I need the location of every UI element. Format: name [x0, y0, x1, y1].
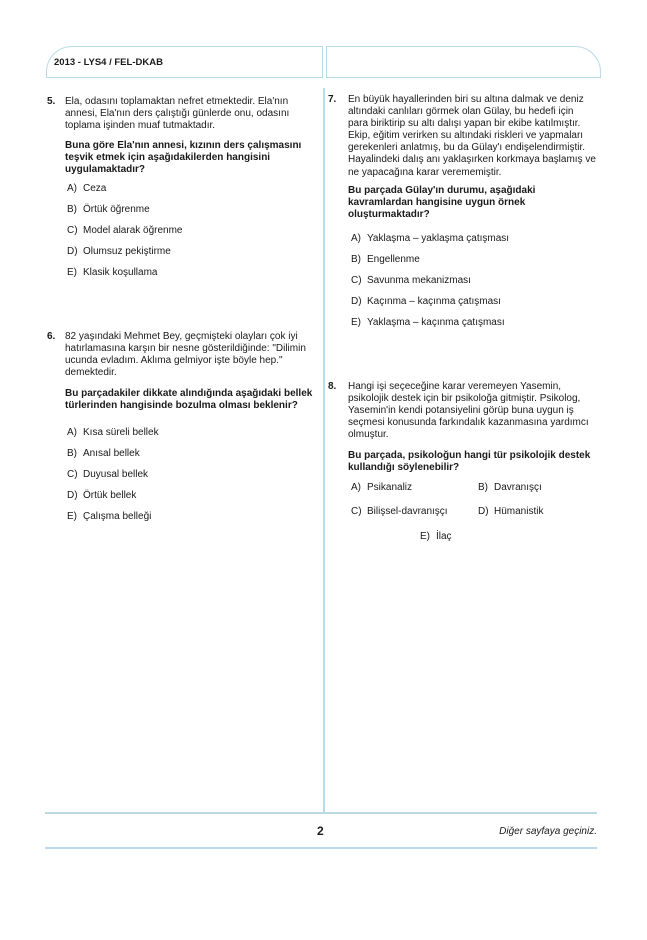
option-text: Örtük bellek	[83, 490, 137, 501]
answer-option-d[interactable]	[67, 490, 136, 501]
option-letter: E)	[67, 267, 77, 278]
answer-option-e[interactable]	[351, 317, 505, 328]
option-letter: A)	[351, 482, 361, 493]
option-letter: E)	[351, 317, 361, 328]
question-prompt-line: Bu parçada Gülay'ın durumu, aşağıdaki	[348, 185, 536, 196]
option-letter: E)	[420, 531, 430, 542]
question-stem	[348, 381, 589, 441]
answer-option-c[interactable]	[351, 506, 448, 517]
option-letter: C)	[67, 469, 78, 480]
question-stem-line: olmuştur.	[348, 429, 389, 441]
question-stem-line: ucunda evladım. Aklıma gelmiyor işte böyle hep."	[65, 355, 283, 367]
question-stem-line: demektedir.	[65, 367, 117, 379]
option-letter: E)	[67, 511, 77, 522]
answer-option-b[interactable]	[67, 448, 140, 459]
answer-option-c[interactable]	[351, 275, 471, 286]
question-stem-line: psikolojik destek için bir psikoloğa gitmiştir. Psikolog,	[348, 393, 581, 405]
question-stem-line: En büyük hayallerinden biri su altına dalmak ve deniz	[348, 94, 584, 105]
question-stem-line: Hayalindeki dalış anı yaklaşırken korkmaya başlamış ve	[348, 154, 596, 166]
question-number: 6.	[47, 331, 56, 342]
answer-option-a[interactable]	[67, 183, 106, 194]
question-stem	[65, 96, 289, 132]
question-prompt-line: Buna göre Ela'nın annesi, kızının ders çalışmasını	[65, 140, 302, 151]
option-letter: D)	[351, 296, 362, 307]
option-text: Davranışçı	[494, 482, 542, 493]
option-letter: A)	[351, 233, 361, 244]
option-letter: A)	[67, 427, 77, 438]
question-stem-line: para biriktirip su altı dalışı yapan bir ekibe katılmıştır.	[348, 118, 581, 130]
option-text: Hümanistik	[494, 506, 544, 517]
question-prompt-line: Bu parçadakiler dikkate alındığında aşağıdaki bellek	[65, 388, 313, 399]
option-text: Psikanaliz	[367, 482, 413, 493]
option-letter: C)	[67, 225, 78, 236]
question-stem	[348, 94, 596, 179]
answer-option-b[interactable]	[478, 482, 542, 493]
question-stem-line: toplama işinden muaf tutmaktadır.	[65, 120, 216, 132]
question-prompt-line: oluşturmaktadır?	[348, 209, 430, 221]
option-letter: A)	[67, 183, 77, 194]
question-prompt	[65, 140, 301, 176]
question-prompt-line: türlerinden hangisinde bozulma olması beklenir?	[65, 400, 298, 412]
answer-option-d[interactable]	[478, 506, 543, 517]
question-stem-line: seçmesi konusunda farkındalık kazanmasına yardımcı	[348, 417, 589, 429]
option-text: Yaklaşma – kaçınma çatışması	[367, 317, 505, 328]
question-stem-line: annesi, Ela'nın ders çalıştığı günlerde onu, odasını	[65, 108, 290, 120]
question-prompt	[348, 185, 535, 221]
option-text: Kısa süreli bellek	[83, 427, 159, 438]
option-text: Savunma mekanizması	[367, 275, 471, 286]
option-text: Çalışma belleği	[83, 511, 152, 522]
question-stem-line: hatırlamasına karşın bir nesne gösterildiğinde: "Dilimin	[65, 343, 306, 355]
question-number: 5.	[47, 96, 56, 107]
question-prompt-line: teşvik etmek için aşağıdakilerden hangisini	[65, 152, 271, 164]
option-text: Model alarak öğrenme	[83, 225, 183, 236]
answer-option-a[interactable]	[67, 427, 159, 438]
page-number: 2	[317, 824, 324, 838]
answer-option-e[interactable]	[67, 511, 151, 522]
column-divider	[323, 88, 325, 812]
option-text: Ceza	[83, 183, 107, 194]
option-letter: D)	[67, 246, 78, 257]
question-stem-line: Ekip, eğitim verirken su altındaki riskleri ve yapmaları	[348, 130, 584, 142]
answer-option-d[interactable]	[351, 296, 501, 307]
option-letter: B)	[478, 482, 488, 493]
option-text: Örtük öğrenme	[83, 204, 150, 215]
exam-title: 2013 - LYS4 / FEL-DKAB	[54, 57, 163, 68]
option-text: Olumsuz pekiştirme	[83, 246, 171, 257]
answer-option-c[interactable]	[67, 469, 148, 480]
header-box-right	[326, 46, 601, 78]
answer-option-c[interactable]	[67, 225, 183, 236]
question-prompt-line: kavramlardan hangisine uygun örnek	[348, 197, 526, 209]
option-letter: B)	[67, 204, 77, 215]
option-text: Yaklaşma – yaklaşma çatışması	[367, 233, 510, 244]
answer-option-b[interactable]	[351, 254, 420, 265]
answer-option-e[interactable]	[67, 267, 157, 278]
option-letter: C)	[351, 506, 362, 517]
option-text: Klasik koşullama	[83, 267, 158, 278]
option-letter: B)	[67, 448, 77, 459]
question-prompt-line: uygulamaktadır?	[65, 164, 146, 176]
question-stem-line: gerekenleri anlatmış, bu da Gülay'ı endişelendirmiştir.	[348, 142, 586, 154]
question-stem-line: 82 yaşındaki Mehmet Bey, geçmişteki olayları çok iyi	[65, 331, 298, 342]
next-page-note: Diğer sayfaya geçiniz.	[499, 826, 597, 837]
option-text: Anısal bellek	[83, 448, 140, 459]
option-text: Duyusal bellek	[83, 469, 149, 480]
option-text: Engellenme	[367, 254, 420, 265]
option-text: İlaç	[436, 531, 452, 542]
answer-option-a[interactable]	[351, 482, 412, 493]
answer-option-b[interactable]	[67, 204, 150, 215]
question-prompt	[65, 388, 312, 412]
question-stem-line: Hangi işi seçeceğine karar veremeyen Yasemin,	[348, 381, 562, 392]
option-letter: C)	[351, 275, 362, 286]
question-prompt-line: kullandığı söylenebilir?	[348, 462, 460, 474]
option-letter: D)	[478, 506, 489, 517]
footer-bottom-line	[45, 847, 597, 849]
answer-option-e[interactable]	[420, 531, 452, 542]
question-stem-line: altındaki canlıları görmek olan Gülay, bu hedefi için	[348, 106, 574, 118]
question-stem-line: Yasemin'in kendi potansiyelini görüp buna uygun iş	[348, 405, 574, 417]
question-prompt-line: Bu parçada, psikoloğun hangi tür psikolojik destek	[348, 450, 591, 461]
answer-option-d[interactable]	[67, 246, 171, 257]
question-number: 7.	[328, 94, 337, 105]
footer-top-line	[45, 812, 597, 814]
option-letter: B)	[351, 254, 361, 265]
question-stem-line: Ela, odasını toplamaktan nefret etmektedir. Ela'nın	[65, 96, 289, 107]
answer-option-a[interactable]	[351, 233, 509, 244]
option-text: Bilişsel-davranışçı	[367, 506, 448, 517]
question-number: 8.	[328, 381, 337, 392]
option-letter: D)	[67, 490, 78, 501]
option-text: Kaçınma – kaçınma çatışması	[367, 296, 501, 307]
question-stem-line: ne yapacağına karar verememiştir.	[348, 166, 502, 178]
question-stem	[65, 331, 306, 379]
question-prompt	[348, 450, 590, 474]
